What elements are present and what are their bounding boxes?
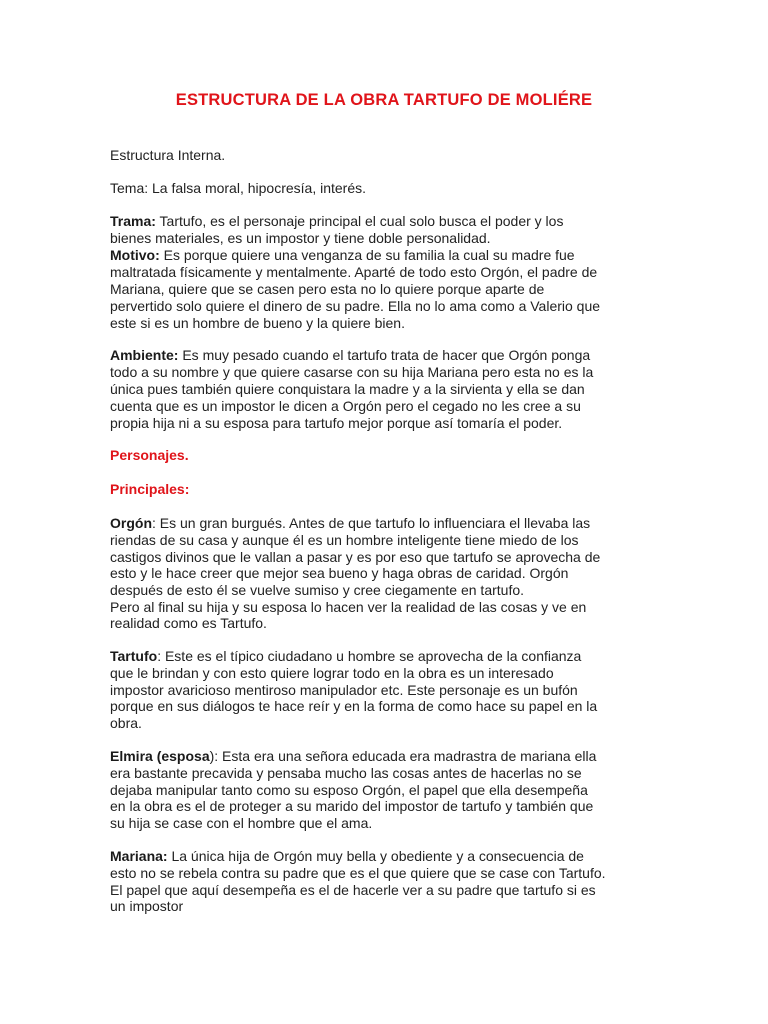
tartufo-line-5: obra. bbox=[110, 715, 142, 731]
orgon-line-6: Pero al final su hija y su esposa lo hacen ver la realidad de las cosas y ve en bbox=[110, 599, 587, 615]
mariana-text: La única hija de Orgón muy bella y obediente y a consecuencia de bbox=[167, 848, 584, 864]
motivo-label: Motivo: bbox=[110, 247, 160, 263]
personajes-heading: Personajes. bbox=[110, 447, 189, 463]
tartufo-line-2: que le brindan y con esto quiere lograr todo en la obra es un interesado bbox=[110, 665, 554, 681]
ambiente-line-4: cuenta que es un impostor le dicen a Orgón pero el cegado no les cree a su bbox=[110, 398, 581, 414]
elmira-line-3: dejaba manipular tanto como su esposo Orgón, el papel que ella desempeña bbox=[110, 782, 588, 798]
elmira-label: Elmira (esposa bbox=[110, 748, 210, 764]
elmira-line-4: en la obra es el de proteger a su marido del impostor de tartufo y también que bbox=[110, 798, 594, 814]
ambiente-text: Es muy pesado cuando el tartufo trata de hacer que Orgón ponga bbox=[178, 347, 591, 363]
motivo-text: Es porque quiere una venganza de su familia la cual su madre fue bbox=[159, 247, 575, 263]
mariana-line-2: esto no se rebela contra su padre que es el que quiere que se case con Tartufo. bbox=[110, 865, 606, 881]
ambiente-line-2: todo a su nombre y que quiere casarse con su hija Mariana pero esta no es la bbox=[110, 364, 594, 380]
mariana-label: Mariana: bbox=[110, 848, 168, 864]
orgon-text: : Es un gran burgués. Antes de que tartufo lo influenciara el llevaba las bbox=[152, 515, 591, 531]
trama-line-2: bienes materiales, es un impostor y tiene doble personalidad. bbox=[110, 230, 491, 246]
ambiente-line-1 bbox=[110, 347, 590, 364]
ambiente-label: Ambiente: bbox=[110, 347, 179, 363]
document-title: ESTRUCTURA DE LA OBRA TARTUFO DE MOLIÉRE bbox=[175, 91, 593, 109]
tartufo-line-4: porque en sus diálogos te hace reír y en la forma de como hace su papel en la bbox=[110, 698, 598, 714]
tema-line: Tema: La falsa moral, hipocresía, interés. bbox=[110, 180, 367, 196]
orgon-label: Orgón bbox=[110, 515, 152, 531]
elmira-line-1 bbox=[110, 748, 596, 765]
tartufo-label: Tartufo bbox=[110, 648, 158, 664]
mariana-line-3: El papel que aquí desempeña es el de hacerle ver a su padre que tartufo si es bbox=[110, 882, 596, 898]
elmira-line-2: era bastante precavida y pensaba mucho las cosas antes de hacerlas no se bbox=[110, 765, 582, 781]
orgon-line-3: castigos divinos que le vallan a pasar y es por eso que tartufo se aprovecha de bbox=[110, 549, 601, 565]
orgon-line-4: esto y le hace creer que mejor sea bueno y haga obras de caridad. Orgón bbox=[110, 565, 569, 581]
motivo-line-4: pervertido solo quiere el dinero de su padre. Ella no lo ama como a Valerio que bbox=[110, 298, 601, 314]
orgon-line-7: realidad como es Tartufo. bbox=[110, 615, 267, 631]
ambiente-line-5: propia hija ni a su esposa para tartufo mejor porque así tomaría el poder. bbox=[110, 415, 563, 431]
tartufo-text: : Este es el típico ciudadano u hombre se aprovecha de la confianza bbox=[157, 648, 582, 664]
tartufo-line-1 bbox=[110, 648, 581, 665]
estructura-interna: Estructura Interna. bbox=[110, 147, 226, 163]
principales-heading: Principales: bbox=[110, 481, 190, 497]
orgon-line-5: después de esto él se vuelve sumiso y cree ciegamente en tartufo. bbox=[110, 582, 525, 598]
trama-line-1 bbox=[110, 213, 563, 230]
motivo-line-5: este si es un hombre de bueno y la quiere bien. bbox=[110, 315, 405, 331]
mariana-line-1 bbox=[110, 848, 584, 865]
motivo-line-3: Mariana, quiere que se casen pero esta no lo quiere porque aparte de bbox=[110, 281, 545, 297]
motivo-line-2: maltratada físicamente y mentalmente. Aparté de todo esto Orgón, el padre de bbox=[110, 264, 598, 280]
elmira-text: ): Esta era una señora educada era madrastra de mariana ella bbox=[209, 748, 597, 764]
ambiente-line-3: única pues también quiere conquistara la madre y a la sirvienta y ella se dan bbox=[110, 381, 585, 397]
orgon-line-1 bbox=[110, 515, 590, 532]
mariana-line-4: un impostor bbox=[110, 898, 184, 914]
trama-label: Trama: bbox=[110, 213, 156, 229]
motivo-line-1 bbox=[110, 247, 575, 264]
orgon-line-2: riendas de su casa y aunque él es un hombre inteligente tiene miedo de los bbox=[110, 532, 579, 548]
tartufo-line-3: impostor avaricioso mentiroso manipulador etc. Este personaje es un bufón bbox=[110, 682, 578, 698]
elmira-line-5: su hija se case con el hombre que el ama. bbox=[110, 815, 373, 831]
trama-text: Tartufo, es el personaje principal el cual solo busca el poder y los bbox=[155, 213, 564, 229]
